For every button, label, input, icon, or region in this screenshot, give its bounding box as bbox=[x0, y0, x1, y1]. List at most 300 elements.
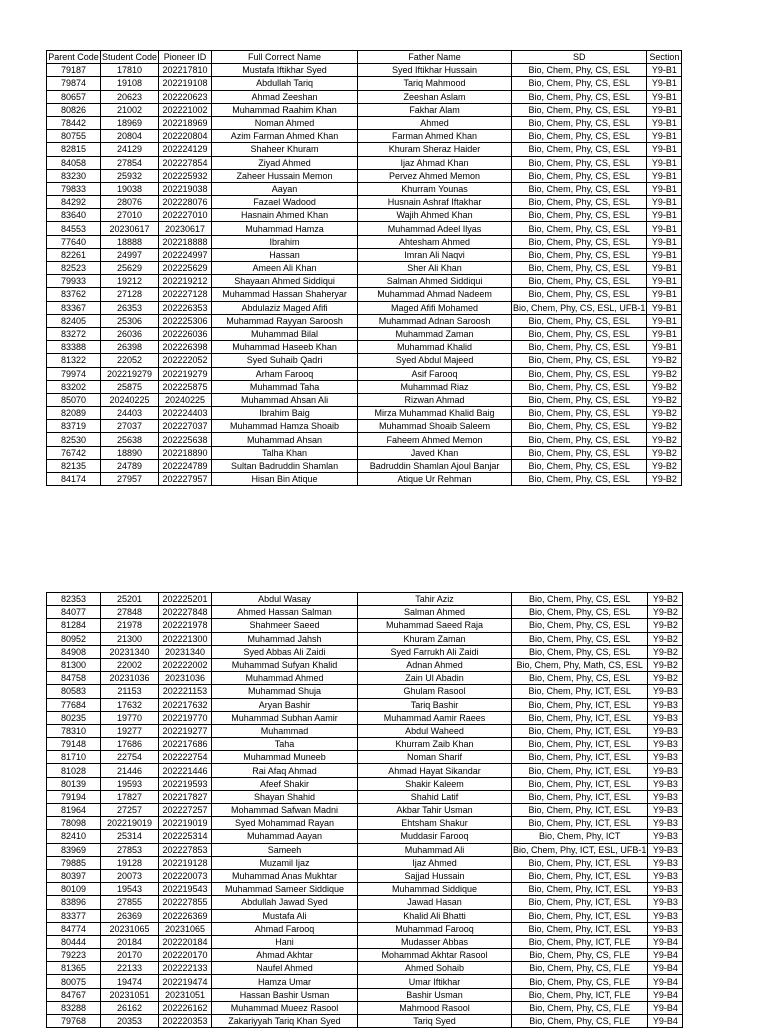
section-cell: Y9-B2 bbox=[647, 473, 682, 486]
pioneer-id-cell: 202227848 bbox=[159, 606, 212, 619]
section-cell: Y9-B2 bbox=[647, 367, 682, 380]
parent-code-cell: 81322 bbox=[47, 354, 101, 367]
pioneer-id-cell: 202219474 bbox=[159, 975, 212, 988]
full-name-cell: Shaheer Khuram bbox=[212, 143, 358, 156]
sd-cell: Bio, Chem, Phy, CS, ESL bbox=[512, 327, 647, 340]
parent-code-cell: 83896 bbox=[47, 896, 101, 909]
parent-code-cell: 83762 bbox=[47, 288, 101, 301]
pioneer-id-cell: 202220170 bbox=[159, 949, 212, 962]
pioneer-id-cell: 202219128 bbox=[159, 856, 212, 869]
full-name-cell: Abdullah Tariq bbox=[212, 77, 358, 90]
sd-cell: Bio, Chem, Phy, CS, ESL bbox=[512, 222, 647, 235]
full-name-cell: Muhammad Aayan bbox=[212, 830, 358, 843]
table-row bbox=[47, 698, 683, 711]
pioneer-id-cell: 202224403 bbox=[159, 407, 212, 420]
sd-cell: Bio, Chem, Phy, ICT, ESL bbox=[512, 869, 648, 882]
father-name-cell: Muddasir Farooq bbox=[358, 830, 512, 843]
father-name-cell: Tahir Aziz bbox=[358, 593, 512, 606]
section-cell: Y9-B1 bbox=[647, 103, 682, 116]
full-name-cell: Azim Farman Ahmed Khan bbox=[212, 130, 358, 143]
pioneer-id-cell: 202227957 bbox=[159, 473, 212, 486]
pioneer-id-cell: 20231036 bbox=[159, 672, 212, 685]
section-cell: Y9-B4 bbox=[648, 1015, 683, 1028]
parent-code-cell: 84058 bbox=[47, 156, 101, 169]
full-name-cell: Arham Farooq bbox=[212, 367, 358, 380]
section-cell: Y9-B1 bbox=[647, 64, 682, 77]
father-name-cell: Mirza Muhammad Khalid Baig bbox=[358, 407, 512, 420]
header-father-name: Father Name bbox=[358, 51, 512, 64]
parent-code-cell: 82815 bbox=[47, 143, 101, 156]
sd-cell: Bio, Chem, Phy, ICT, ESL bbox=[512, 856, 648, 869]
student-code-cell: 17827 bbox=[101, 790, 159, 803]
father-name-cell: Atique Ur Rehman bbox=[358, 473, 512, 486]
father-name-cell: Tariq Mahmood bbox=[358, 77, 512, 90]
student-code-cell: 21300 bbox=[101, 632, 159, 645]
parent-code-cell: 82523 bbox=[47, 262, 101, 275]
table-row bbox=[47, 935, 683, 948]
table-row bbox=[47, 1015, 683, 1028]
section-cell: Y9-B1 bbox=[647, 248, 682, 261]
sd-cell: Bio, Chem, Phy, ICT, ESL bbox=[512, 896, 648, 909]
father-name-cell: Shahid Latif bbox=[358, 790, 512, 803]
father-name-cell: Ghulam Rasool bbox=[358, 685, 512, 698]
pioneer-id-cell: 202225875 bbox=[159, 380, 212, 393]
section-cell: Y9-B1 bbox=[647, 90, 682, 103]
table-row bbox=[47, 248, 682, 261]
parent-code-cell: 84174 bbox=[47, 473, 101, 486]
pioneer-id-cell: 202219019 bbox=[159, 817, 212, 830]
father-name-cell: Abdul Waheed bbox=[358, 724, 512, 737]
father-name-cell: Syed Farrukh Ali Zaidi bbox=[358, 645, 512, 658]
full-name-cell: Muhammad Shuja bbox=[212, 685, 358, 698]
table-row bbox=[47, 420, 682, 433]
student-code-cell: 25875 bbox=[101, 380, 159, 393]
section-cell: Y9-B4 bbox=[648, 975, 683, 988]
table-row bbox=[47, 367, 682, 380]
student-code-cell: 24129 bbox=[101, 143, 159, 156]
student-code-cell: 22754 bbox=[101, 751, 159, 764]
table-row bbox=[47, 606, 683, 619]
father-name-cell: Mohammad Akhtar Rasool bbox=[358, 949, 512, 962]
sd-cell: Bio, Chem, Phy, ICT, ESL, UFB-1 bbox=[513, 844, 647, 855]
student-code-cell: 18888 bbox=[101, 235, 159, 248]
section-cell: Y9-B1 bbox=[647, 222, 682, 235]
father-name-cell: Ijaz Ahmed bbox=[358, 856, 512, 869]
father-name-cell: Fakhar Alam bbox=[358, 103, 512, 116]
full-name-cell: Ziyad Ahmed bbox=[212, 156, 358, 169]
sd-cell: Bio, Chem, Phy, CS, ESL bbox=[512, 645, 648, 658]
father-name-cell: Umar Iftikhar bbox=[358, 975, 512, 988]
table-row bbox=[47, 593, 683, 606]
parent-code-cell: 84553 bbox=[47, 222, 101, 235]
table-row bbox=[47, 90, 682, 103]
pioneer-id-cell: 202225629 bbox=[159, 262, 212, 275]
pioneer-id-cell: 202220353 bbox=[159, 1015, 212, 1028]
pioneer-id-cell: 202219277 bbox=[159, 724, 212, 737]
section-cell: Y9-B1 bbox=[647, 116, 682, 129]
sd-cell: Bio, Chem, Phy, CS, ESL bbox=[512, 341, 647, 354]
father-name-cell: Ehtsham Shakur bbox=[358, 817, 512, 830]
parent-code-cell: 80397 bbox=[47, 869, 101, 882]
full-name-cell: Hisan Bin Atique bbox=[212, 473, 358, 486]
full-name-cell: Syed Abbas Ali Zaidi bbox=[212, 645, 358, 658]
full-name-cell: Mustafa Iftikhar Syed bbox=[212, 64, 358, 77]
full-name-cell: Muhammad Jahsh bbox=[212, 632, 358, 645]
table-row bbox=[47, 856, 683, 869]
sd-cell: Bio, Chem, Phy, Math, CS, ESL bbox=[512, 658, 648, 671]
table-row bbox=[47, 685, 683, 698]
table-row bbox=[47, 103, 682, 116]
full-name-cell: Muhammad Mueez Rasool bbox=[212, 1001, 358, 1014]
student-code-cell: 20073 bbox=[101, 869, 159, 882]
full-name-cell: Hamza Umar bbox=[212, 975, 358, 988]
father-name-cell: Muhammad Farooq bbox=[358, 922, 512, 935]
header-sd: SD bbox=[512, 51, 647, 64]
section-cell: Y9-B1 bbox=[647, 262, 682, 275]
table-row bbox=[47, 751, 683, 764]
full-name-cell: Shayan Shahid bbox=[212, 790, 358, 803]
parent-code-cell: 84758 bbox=[47, 672, 101, 685]
table-row bbox=[47, 896, 683, 909]
section-cell: Y9-B3 bbox=[648, 790, 683, 803]
full-name-cell: Mohammad Safwan Madni bbox=[212, 804, 358, 817]
pioneer-id-cell: 202217686 bbox=[159, 738, 212, 751]
sd-cell: Bio, Chem, Phy, CS, ESL bbox=[512, 143, 647, 156]
student-code-cell: 21002 bbox=[101, 103, 159, 116]
section-cell: Y9-B3 bbox=[648, 896, 683, 909]
student-code-cell: 26398 bbox=[101, 341, 159, 354]
table-row bbox=[47, 764, 683, 777]
parent-code-cell: 83367 bbox=[47, 301, 101, 314]
student-code-cell: 20184 bbox=[101, 935, 159, 948]
full-name-cell: Taha bbox=[212, 738, 358, 751]
table-row bbox=[47, 301, 682, 314]
sd-cell: Bio, Chem, Phy, ICT, ESL bbox=[512, 790, 648, 803]
table-row bbox=[47, 804, 683, 817]
section-cell: Y9-B2 bbox=[647, 380, 682, 393]
father-name-cell: Muhammad Aamir Raees bbox=[358, 711, 512, 724]
section-cell: Y9-B2 bbox=[648, 619, 683, 632]
student-code-cell: 25201 bbox=[101, 593, 159, 606]
table-row bbox=[47, 777, 683, 790]
full-name-cell: Muhammad Haseeb Khan bbox=[212, 341, 358, 354]
section-cell: Y9-B1 bbox=[647, 235, 682, 248]
student-code-cell: 19277 bbox=[101, 724, 159, 737]
student-code-cell: 202219279 bbox=[101, 367, 159, 380]
full-name-cell: Talha Khan bbox=[212, 446, 358, 459]
sd-cell: Bio, Chem, Phy, CS, ESL bbox=[512, 103, 647, 116]
full-name-cell: Ahmad Farooq bbox=[212, 922, 358, 935]
father-name-cell: Syed Iftikhar Hussain bbox=[358, 64, 512, 77]
table-row bbox=[47, 830, 683, 843]
parent-code-cell: 82405 bbox=[47, 314, 101, 327]
sd-cell: Bio, Chem, Phy, CS, ESL bbox=[512, 473, 647, 486]
section-cell: Y9-B3 bbox=[648, 751, 683, 764]
pioneer-id-cell: 202227854 bbox=[159, 156, 212, 169]
pioneer-id-cell: 202219279 bbox=[159, 367, 212, 380]
full-name-cell: Mustafa Ali bbox=[212, 909, 358, 922]
student-table-top bbox=[46, 50, 682, 486]
full-name-cell: Ibrahim bbox=[212, 235, 358, 248]
student-code-cell: 21978 bbox=[101, 619, 159, 632]
father-name-cell: Sher Ali Khan bbox=[358, 262, 512, 275]
full-name-cell: Sameeh bbox=[212, 843, 358, 856]
sd-cell: Bio, Chem, Phy, CS, FLE bbox=[512, 1001, 648, 1014]
section-cell: Y9-B3 bbox=[648, 856, 683, 869]
full-name-cell: Zaheer Hussain Memon bbox=[212, 169, 358, 182]
parent-code-cell: 83272 bbox=[47, 327, 101, 340]
parent-code-cell: 83640 bbox=[47, 209, 101, 222]
parent-code-cell: 81365 bbox=[47, 962, 101, 975]
sd-cell: Bio, Chem, Phy, CS, ESL bbox=[512, 248, 647, 261]
sd-cell: Bio, Chem, Phy, ICT, ESL bbox=[512, 751, 648, 764]
parent-code-cell: 81300 bbox=[47, 658, 101, 671]
pioneer-id-cell: 202227257 bbox=[159, 804, 212, 817]
father-name-cell: Zeeshan Aslam bbox=[358, 90, 512, 103]
sd-cell: Bio, Chem, Phy, CS, FLE bbox=[512, 975, 648, 988]
sd-cell: Bio, Chem, Phy, ICT, ESL bbox=[512, 711, 648, 724]
father-name-cell: Wajih Ahmed Khan bbox=[358, 209, 512, 222]
full-name-cell: Muhammad Hassan Shaheryar bbox=[212, 288, 358, 301]
full-name-cell: Noman Ahmed bbox=[212, 116, 358, 129]
father-name-cell: Farman Ahmed Khan bbox=[358, 130, 512, 143]
parent-code-cell: 77640 bbox=[47, 235, 101, 248]
student-code-cell: 20231051 bbox=[101, 988, 159, 1001]
pioneer-id-cell: 202221153 bbox=[159, 685, 212, 698]
table-row bbox=[47, 446, 682, 459]
parent-code-cell: 80657 bbox=[47, 90, 101, 103]
student-table-bottom bbox=[46, 592, 683, 1028]
table-row bbox=[47, 988, 683, 1001]
sd-cell: Bio, Chem, Phy, CS, ESL bbox=[512, 288, 647, 301]
father-name-cell: Rizwan Ahmad bbox=[358, 393, 512, 406]
table-row bbox=[47, 288, 682, 301]
table-row bbox=[47, 77, 682, 90]
parent-code-cell: 80444 bbox=[47, 935, 101, 948]
parent-code-cell: 79223 bbox=[47, 949, 101, 962]
student-code-cell: 26036 bbox=[101, 327, 159, 340]
father-name-cell: Muhammad Riaz bbox=[358, 380, 512, 393]
pioneer-id-cell: 20230617 bbox=[159, 222, 212, 235]
section-cell: Y9-B3 bbox=[648, 804, 683, 817]
full-name-cell: Syed Mohammad Rayan bbox=[212, 817, 358, 830]
section-cell: Y9-B4 bbox=[648, 962, 683, 975]
student-code-cell: 26353 bbox=[101, 301, 159, 314]
full-name-cell: Muhammad Sufyan Khalid bbox=[212, 658, 358, 671]
section-cell: Y9-B3 bbox=[648, 843, 683, 856]
parent-code-cell: 80755 bbox=[47, 130, 101, 143]
father-name-cell: Akbar Tahir Usman bbox=[358, 804, 512, 817]
section-cell: Y9-B2 bbox=[647, 393, 682, 406]
section-cell: Y9-B1 bbox=[647, 196, 682, 209]
section-cell: Y9-B2 bbox=[647, 446, 682, 459]
pioneer-id-cell: 202225314 bbox=[159, 830, 212, 843]
section-cell: Y9-B1 bbox=[647, 341, 682, 354]
student-code-cell: 20804 bbox=[101, 130, 159, 143]
table-row bbox=[47, 143, 682, 156]
header-student-code: Student Code bbox=[102, 52, 158, 63]
full-name-cell: Muhammad Hamza Shoaib bbox=[212, 420, 358, 433]
father-name-cell: Muhammad Ahmad Nadeem bbox=[358, 288, 512, 301]
section-cell: Y9-B3 bbox=[648, 738, 683, 751]
parent-code-cell: 82135 bbox=[47, 459, 101, 472]
table-row bbox=[47, 222, 682, 235]
student-code-cell: 19108 bbox=[101, 77, 159, 90]
father-name-cell: Muhammad Saeed Raja bbox=[358, 619, 512, 632]
section-cell: Y9-B2 bbox=[647, 354, 682, 367]
table-row bbox=[47, 433, 682, 446]
section-cell: Y9-B4 bbox=[648, 949, 683, 962]
sd-cell: Bio, Chem, Phy, CS, ESL bbox=[512, 262, 647, 275]
sd-cell: Bio, Chem, Phy, CS, ESL bbox=[512, 209, 647, 222]
sd-cell: Bio, Chem, Phy, CS, ESL bbox=[512, 619, 648, 632]
table-row bbox=[47, 843, 683, 856]
sd-cell: Bio, Chem, Phy, ICT, ESL bbox=[512, 817, 648, 830]
father-name-cell: Ahmad Hayat Sikandar bbox=[358, 764, 512, 777]
full-name-cell: Muhammad Hamza bbox=[212, 222, 358, 235]
sd-cell: Bio, Chem, Phy, CS, ESL bbox=[512, 77, 647, 90]
pioneer-id-cell: 202221300 bbox=[159, 632, 212, 645]
pioneer-id-cell: 20231051 bbox=[159, 988, 212, 1001]
sd-cell: Bio, Chem, Phy, ICT, ESL bbox=[512, 724, 648, 737]
section-cell: Y9-B2 bbox=[648, 672, 683, 685]
sd-cell: Bio, Chem, Phy, CS, ESL bbox=[512, 606, 648, 619]
father-name-cell: Muhammad Zaman bbox=[358, 327, 512, 340]
student-code-cell: 22002 bbox=[101, 658, 159, 671]
table-row bbox=[47, 459, 682, 472]
pioneer-id-cell: 202227128 bbox=[159, 288, 212, 301]
sd-cell: Bio, Chem, Phy, CS, ESL bbox=[512, 235, 647, 248]
full-name-cell: Muhammad bbox=[212, 724, 358, 737]
student-code-cell: 24789 bbox=[101, 459, 159, 472]
pioneer-id-cell: 202226369 bbox=[159, 909, 212, 922]
sd-cell: Bio, Chem, Phy, CS, ESL bbox=[512, 169, 647, 182]
table-row bbox=[47, 314, 682, 327]
student-code-cell: 21153 bbox=[101, 685, 159, 698]
sd-cell: Bio, Chem, Phy, CS, FLE bbox=[512, 1015, 648, 1028]
full-name-cell: Ahmad Akhtar bbox=[212, 949, 358, 962]
student-code-cell: 24403 bbox=[101, 407, 159, 420]
sd-cell: Bio, Chem, Phy, CS, ESL bbox=[512, 130, 647, 143]
full-name-cell: Muhammad Anas Mukhtar bbox=[212, 869, 358, 882]
section-cell: Y9-B3 bbox=[648, 711, 683, 724]
student-code-cell: 25638 bbox=[101, 433, 159, 446]
father-name-cell: Bashir Usman bbox=[358, 988, 512, 1001]
student-code-cell: 19212 bbox=[101, 275, 159, 288]
father-name-cell: Khurram Younas bbox=[358, 182, 512, 195]
pioneer-id-cell: 202224789 bbox=[159, 459, 212, 472]
sd-cell: Bio, Chem, Phy, CS, ESL bbox=[512, 593, 648, 606]
table-row bbox=[47, 869, 683, 882]
student-code-cell: 17632 bbox=[101, 698, 159, 711]
pioneer-id-cell: 202217632 bbox=[159, 698, 212, 711]
table-row bbox=[47, 327, 682, 340]
father-name-cell: Muhammad Shoaib Saleem bbox=[358, 420, 512, 433]
header-parent-code: Parent Code bbox=[48, 52, 99, 63]
pioneer-id-cell: 202221446 bbox=[159, 764, 212, 777]
section-cell: Y9-B2 bbox=[647, 433, 682, 446]
pioneer-id-cell: 202222052 bbox=[159, 354, 212, 367]
sd-cell: Bio, Chem, Phy, CS, ESL bbox=[512, 354, 647, 367]
parent-code-cell: 79933 bbox=[47, 275, 101, 288]
father-name-cell: Muhammad Adnan Saroosh bbox=[358, 314, 512, 327]
pioneer-id-cell: 202218969 bbox=[159, 116, 212, 129]
table-row bbox=[47, 116, 682, 129]
section-cell: Y9-B1 bbox=[647, 77, 682, 90]
student-code-cell: 20231036 bbox=[101, 672, 159, 685]
pioneer-id-cell: 202219108 bbox=[159, 77, 212, 90]
sd-cell: Bio, Chem, Phy, CS, ESL bbox=[512, 446, 647, 459]
parent-code-cell: 79885 bbox=[47, 856, 101, 869]
table-row bbox=[47, 962, 683, 975]
student-code-cell: 19770 bbox=[101, 711, 159, 724]
student-code-cell: 20240225 bbox=[101, 393, 159, 406]
father-name-cell: Zain Ul Abadin bbox=[358, 672, 512, 685]
sd-cell: Bio, Chem, Phy, ICT, FLE bbox=[512, 935, 648, 948]
table-row bbox=[47, 380, 682, 393]
sd-cell: Bio, Chem, Phy, CS, FLE bbox=[512, 962, 648, 975]
section-cell: Y9-B3 bbox=[648, 830, 683, 843]
section-cell: Y9-B2 bbox=[648, 658, 683, 671]
section-cell: Y9-B3 bbox=[648, 777, 683, 790]
table-row bbox=[47, 169, 682, 182]
sd-cell: Bio, Chem, Phy, CS, ESL bbox=[512, 156, 647, 169]
full-name-cell: Abdullah Jawad Syed bbox=[212, 896, 358, 909]
parent-code-cell: 81710 bbox=[47, 751, 101, 764]
table-row bbox=[47, 724, 683, 737]
parent-code-cell: 81284 bbox=[47, 619, 101, 632]
section-cell: Y9-B1 bbox=[647, 156, 682, 169]
table-row bbox=[47, 632, 683, 645]
section-cell: Y9-B2 bbox=[648, 606, 683, 619]
table-row bbox=[47, 473, 682, 486]
pioneer-id-cell: 202226398 bbox=[159, 341, 212, 354]
student-code-cell: 19543 bbox=[101, 883, 159, 896]
pioneer-id-cell: 202222002 bbox=[159, 658, 212, 671]
parent-code-cell: 79974 bbox=[47, 367, 101, 380]
sd-cell: Bio, Chem, Phy, CS, ESL bbox=[512, 64, 647, 77]
table-row bbox=[47, 645, 683, 658]
parent-code-cell: 82261 bbox=[47, 248, 101, 261]
student-code-cell: 27037 bbox=[101, 420, 159, 433]
parent-code-cell: 84767 bbox=[47, 988, 101, 1001]
student-code-cell: 27855 bbox=[101, 896, 159, 909]
student-code-cell: 27848 bbox=[101, 606, 159, 619]
full-name-cell: Muzamil Ijaz bbox=[212, 856, 358, 869]
full-name-cell: Shahmeer Saeed bbox=[212, 619, 358, 632]
section-cell: Y9-B1 bbox=[647, 169, 682, 182]
parent-code-cell: 81028 bbox=[47, 764, 101, 777]
sd-cell: Bio, Chem, Phy, CS, ESL bbox=[512, 672, 648, 685]
student-code-cell: 202219019 bbox=[101, 817, 159, 830]
father-name-cell: Ahmed bbox=[358, 116, 512, 129]
full-name-cell: Ahmed Hassan Salman bbox=[212, 606, 358, 619]
father-name-cell: Badruddin Shamlan Ajoul Banjar bbox=[358, 459, 512, 472]
sd-cell: Bio, Chem, Phy, CS, ESL bbox=[512, 380, 647, 393]
table-row bbox=[47, 817, 683, 830]
full-name-cell: Muhammad Ahmed bbox=[212, 672, 358, 685]
table-row bbox=[47, 922, 683, 935]
parent-code-cell: 83388 bbox=[47, 341, 101, 354]
parent-code-cell: 82530 bbox=[47, 433, 101, 446]
student-code-cell: 19593 bbox=[101, 777, 159, 790]
section-cell: Y9-B4 bbox=[648, 988, 683, 1001]
father-name-cell: Shakir Kaleem bbox=[358, 777, 512, 790]
pioneer-id-cell: 202227037 bbox=[159, 420, 212, 433]
pioneer-id-cell: 202220184 bbox=[159, 935, 212, 948]
section-cell: Y9-B2 bbox=[648, 645, 683, 658]
pioneer-id-cell: 202218888 bbox=[159, 235, 212, 248]
